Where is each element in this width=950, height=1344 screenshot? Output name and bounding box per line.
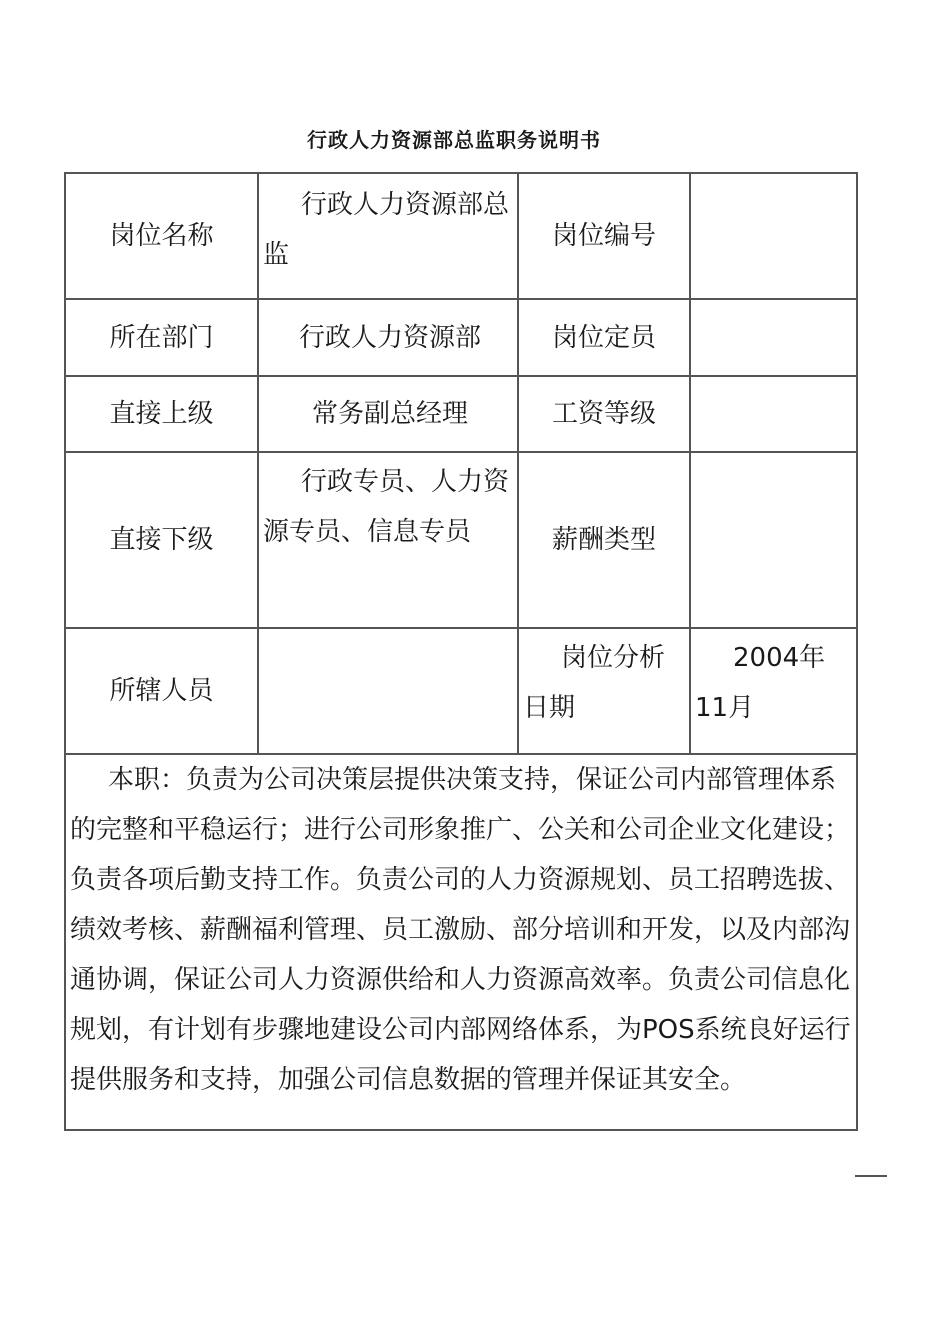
label-staff-under: 所辖人员 bbox=[65, 628, 258, 754]
job-description-table bbox=[64, 172, 858, 1131]
label-department: 所在部门 bbox=[65, 299, 258, 376]
label-salary-grade: 工资等级 bbox=[518, 376, 690, 452]
table-row bbox=[65, 376, 857, 452]
value-direct-superior: 常务副总经理 bbox=[258, 376, 518, 452]
table-row bbox=[65, 754, 857, 1130]
label-direct-subordinates: 直接下级 bbox=[65, 452, 258, 628]
value-position-code bbox=[690, 173, 857, 299]
value-staff-under bbox=[258, 628, 518, 754]
table-edge-line bbox=[855, 1175, 887, 1177]
label-position-name: 岗位名称 bbox=[65, 173, 258, 299]
document-title: 行政人力资源部总监职务说明书 bbox=[307, 128, 601, 152]
table-row bbox=[65, 173, 857, 299]
table-row bbox=[65, 452, 857, 628]
label-compensation-type: 薪酬类型 bbox=[518, 452, 690, 628]
label-position-code: 岗位编号 bbox=[518, 173, 690, 299]
position-name-text: 行政人力资源部总监 bbox=[263, 190, 510, 270]
value-compensation-type bbox=[690, 452, 857, 628]
duty-description-cell bbox=[65, 754, 857, 1130]
table-row bbox=[65, 628, 857, 754]
analysis-date-text: 2004年11月 bbox=[695, 643, 826, 723]
table-row bbox=[65, 299, 857, 376]
subordinates-text: 行政专员、人力资源专员、信息专员 bbox=[263, 467, 510, 547]
value-headcount bbox=[690, 299, 857, 376]
value-analysis-date bbox=[690, 628, 857, 754]
value-salary-grade bbox=[690, 376, 857, 452]
duty-description: 本职：负责为公司决策层提供决策支持，保证公司内部管理体系的完整和平稳运行；进行公司形象推广、公关和公司企业文化建设；负责各项后勤支持工作。负责公司的人力资源规划、员工招聘选拔、绩效考核、薪酬福利管理、员工激励、部分培训和开发，以及内部沟通协调，保证公司人力资源供给和人力资源高效率。负责公司信息化规划，有计划有步骤地建设公司内部网络体系，为POS系统良好运行提供服务和支持，加强公司信息数据的管理并保证其安全。 bbox=[70, 765, 851, 1095]
value-position-name bbox=[258, 173, 518, 299]
label-direct-superior: 直接上级 bbox=[65, 376, 258, 452]
value-department: 行政人力资源部 bbox=[258, 299, 518, 376]
value-direct-subordinates bbox=[258, 452, 518, 628]
label-analysis-date bbox=[518, 628, 690, 754]
analysis-date-label-text: 岗位分析日期 bbox=[523, 643, 666, 723]
label-headcount: 岗位定员 bbox=[518, 299, 690, 376]
